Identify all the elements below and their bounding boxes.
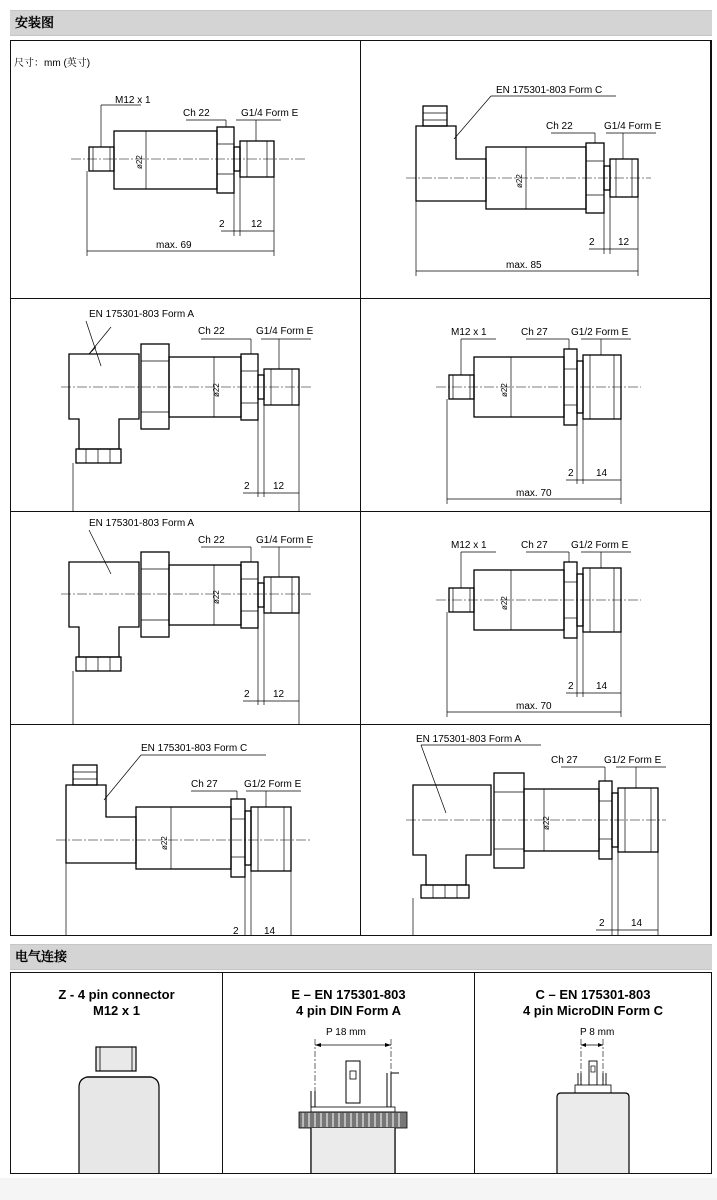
hex-label: Ch 27	[521, 540, 548, 551]
connector-microdin-form-c	[475, 973, 711, 1173]
drawing-m12-g12	[361, 299, 711, 512]
pitch-label: P 18 mm	[326, 1027, 366, 1038]
connector-title-line1: Z - 4 pin connector	[58, 987, 175, 1002]
electrical-connection-table	[10, 972, 712, 1174]
diameter-label: ø22	[212, 383, 221, 397]
drawing-forma-g12	[361, 725, 711, 935]
connector-din-form-a	[223, 973, 475, 1173]
diameter-label: ø22	[500, 596, 509, 610]
dim-a-label: 2	[233, 926, 239, 935]
thread-label: G1/2 Form E	[571, 540, 629, 551]
page-footer-strip	[0, 1178, 717, 1200]
thread-label: G1/2 Form E	[244, 779, 302, 790]
mounting-section-title: 安装图	[15, 15, 55, 30]
connector-label: EN 175301-803 Form A	[416, 734, 522, 745]
units-label: 尺寸：mm (英寸)	[14, 58, 91, 69]
thread-label: G1/4 Form E	[604, 121, 662, 132]
diameter-label: ø22	[515, 174, 524, 188]
dim-b-label: 14	[631, 918, 643, 929]
thread-label: G1/2 Form E	[571, 327, 629, 338]
connector-title-line2: M12 x 1	[93, 1003, 140, 1018]
hex-label: Ch 27	[521, 327, 548, 338]
thread-label: G1/2 Form E	[604, 755, 662, 766]
dim-b-label: 14	[596, 681, 608, 692]
din-connector-drawing	[223, 973, 475, 1173]
diameter-label: ø22	[212, 590, 221, 604]
connector-label: EN 175301-803 Form A	[89, 518, 195, 529]
pitch-label: P 8 mm	[580, 1027, 615, 1038]
dim-b-label: 12	[273, 481, 285, 492]
dim-a-label: 2	[599, 918, 605, 929]
max-length-label: max. 85	[506, 260, 542, 271]
dim-b-label: 14	[264, 926, 276, 935]
connector-title-line2: 4 pin MicroDIN Form C	[522, 1003, 664, 1018]
hex-label: Ch 27	[551, 755, 578, 766]
diameter-label: ø22	[542, 816, 551, 830]
electrical-section-header	[10, 944, 712, 970]
connector-label: EN 175301-803 Form A	[89, 309, 195, 320]
dim-a-label: 2	[568, 468, 574, 479]
mounting-section-header	[10, 10, 712, 36]
connector-m12	[11, 973, 223, 1173]
dim-b-label: 14	[596, 468, 608, 479]
connector-title-line1: C – EN 175301-803	[535, 987, 651, 1002]
max-length-label: max. 70	[516, 701, 552, 712]
max-length-label: max. 70	[516, 488, 552, 499]
hex-label: Ch 22	[198, 535, 225, 546]
connector-label: EN 175301-803 Form C	[141, 743, 248, 754]
connector-label: M12 x 1	[451, 540, 487, 551]
diameter-label: ø22	[160, 836, 169, 850]
drawing-formc-g14	[361, 41, 711, 299]
hex-label: Ch 22	[546, 121, 573, 132]
dim-a-label: 2	[589, 237, 595, 248]
drawing-m12-g14	[11, 41, 361, 299]
hex-label: Ch 22	[183, 108, 210, 119]
drawing-formc-g12	[11, 725, 361, 935]
dim-b-label: 12	[618, 237, 630, 248]
dim-a-label: 2	[219, 219, 225, 230]
connector-label: M12 x 1	[115, 95, 151, 106]
max-length-label: max. 69	[156, 240, 192, 251]
dim-b-label: 12	[273, 689, 285, 700]
hex-label: Ch 22	[198, 326, 225, 337]
dim-b-label: 12	[251, 219, 263, 230]
thread-label: G1/4 Form E	[256, 326, 314, 337]
dim-a-label: 2	[244, 481, 250, 492]
thread-label: G1/4 Form E	[241, 108, 299, 119]
microdin-connector-drawing	[475, 973, 711, 1173]
connector-title-line2: 4 pin DIN Form A	[296, 1003, 401, 1018]
dim-a-label: 2	[244, 689, 250, 700]
connector-title-line1: E – EN 175301-803	[291, 987, 406, 1002]
drawing-m12-g12-2	[361, 512, 711, 725]
m12-connector-drawing	[11, 973, 223, 1173]
diameter-label: ø22	[135, 155, 144, 169]
connector-label: EN 175301-803 Form C	[496, 85, 603, 96]
hex-label: Ch 27	[191, 779, 218, 790]
drawing-grid	[10, 40, 712, 936]
dim-a-label: 2	[568, 681, 574, 692]
connector-label: M12 x 1	[451, 327, 487, 338]
drawing-forma-g14-2	[11, 512, 361, 725]
electrical-section-title: 电气连接	[15, 949, 68, 964]
diameter-label: ø22	[500, 383, 509, 397]
thread-label: G1/4 Form E	[256, 535, 314, 546]
drawing-forma-g14	[11, 299, 361, 512]
